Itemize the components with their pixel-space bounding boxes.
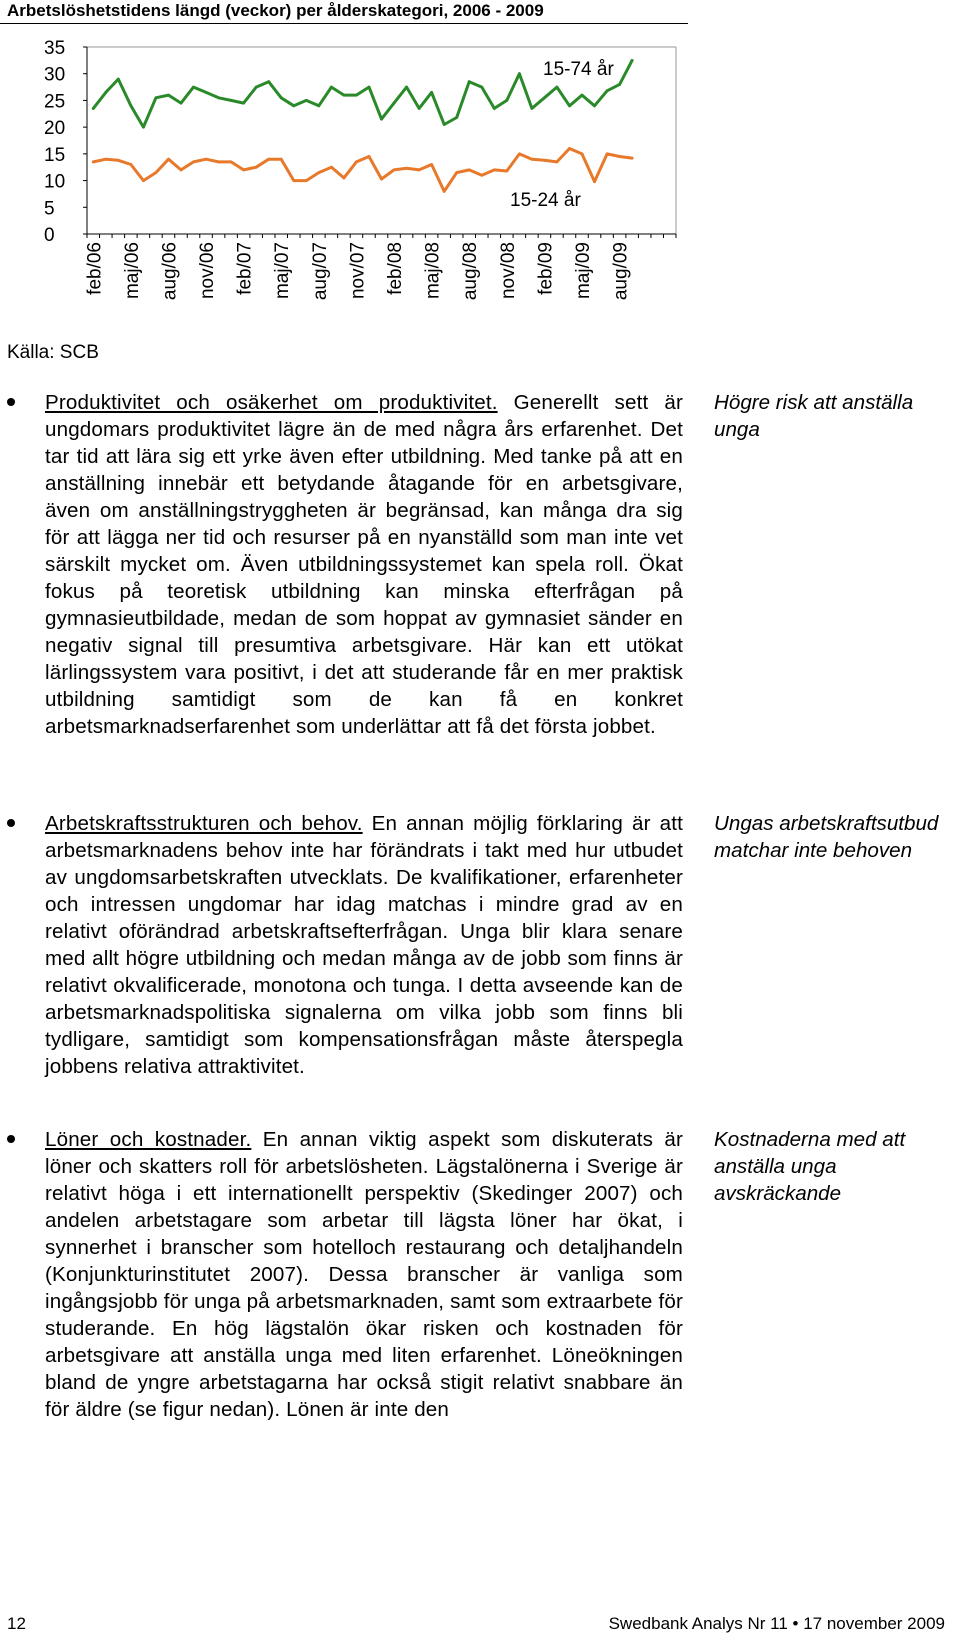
data-point (581, 153, 584, 156)
data-point (405, 167, 408, 170)
data-point (330, 166, 333, 169)
data-point (606, 153, 609, 156)
data-point (230, 161, 233, 164)
data-point (531, 158, 534, 161)
data-point (581, 94, 584, 97)
data-point (104, 91, 107, 94)
data-point (130, 104, 133, 107)
data-point (305, 99, 308, 102)
data-point (192, 86, 195, 89)
data-point (292, 104, 295, 107)
data-point (180, 102, 183, 105)
data-point (355, 94, 358, 97)
data-point (518, 153, 521, 156)
x-tick-label: maj/07 (272, 242, 294, 300)
y-tick-label: 30 (44, 64, 66, 86)
data-point (230, 99, 233, 102)
x-tick-label: feb/08 (385, 242, 407, 295)
x-tick-label: nov/07 (347, 242, 369, 300)
figure-title: Arbetslöshetstidens längd (veckor) per ålderskategori, 2006 - 2009 (7, 1, 544, 20)
x-tick-label: aug/07 (309, 242, 331, 301)
y-tick-label: 35 (44, 38, 66, 59)
data-point (393, 102, 396, 105)
x-tick-label: feb/06 (84, 242, 106, 295)
data-point (631, 157, 634, 160)
data-point (280, 158, 283, 161)
data-point (593, 104, 596, 107)
data-point (531, 107, 534, 110)
y-tick-label: 20 (44, 118, 66, 140)
paragraph-wages-costs (45, 1126, 683, 1423)
data-point (368, 155, 371, 158)
data-point (217, 96, 220, 99)
data-point (217, 161, 220, 164)
data-point (242, 102, 245, 105)
data-point (92, 161, 95, 164)
bullet-icon (7, 819, 15, 827)
data-point (393, 169, 396, 172)
data-point (92, 107, 95, 110)
data-point (568, 147, 571, 150)
data-point (192, 161, 195, 164)
data-point (368, 86, 371, 89)
data-point (330, 86, 333, 89)
data-point (505, 170, 508, 173)
data-point (155, 171, 158, 174)
data-point (267, 80, 270, 83)
data-point (155, 96, 158, 99)
y-tick-label: 25 (44, 91, 66, 113)
legend-label-15-24: 15-24 år (510, 190, 581, 211)
data-point (593, 180, 596, 183)
data-point (167, 94, 170, 97)
publication-info: Swedbank Analys Nr 11 • 17 november 2009 (608, 1614, 945, 1633)
data-point (543, 96, 546, 99)
bullet-icon (7, 398, 15, 406)
paragraph-labour-structure (45, 810, 683, 1080)
page-number: 12 (7, 1614, 26, 1633)
data-point (493, 169, 496, 172)
margin-note: Kostnaderna med att anställa unga avskräckande (714, 1128, 906, 1205)
data-point (443, 123, 446, 126)
data-point (618, 155, 621, 158)
paragraph-text: En annan möjlig förklaring är att arbetsmarknadens behov inte har förändrats i takt med hur utbudet av ungdomsarbetskraften utvecklats. De kvalifikationer, erfarenheter och intressen ungdomar har idag matchas i mindre grad av en relativt oförändrad arbetskraftsefterfrågan. Unga blir klara senare med allt högre utbildning och medan många av de jobb som finns är relativt okvalificerade, monotona och tunga. I detta avseende kan de arbetsmarknadspolitiska signalerna om vilka jobb som finns bli tydligare, samtidigt som kompensationsfrågan måste återspegla jobbens relativa attraktivitet. (45, 812, 683, 1078)
data-point (117, 78, 120, 81)
margin-note: Högre risk att anställa unga (714, 391, 914, 441)
data-point (518, 72, 521, 75)
legend-label-15-74: 15-74 år (543, 59, 614, 80)
data-point (505, 99, 508, 102)
x-tick-label: aug/08 (460, 241, 482, 301)
data-point (317, 171, 320, 174)
data-point (443, 190, 446, 193)
data-point (117, 159, 120, 162)
x-tick-label: feb/09 (535, 242, 557, 295)
data-point (267, 158, 270, 161)
data-point (556, 161, 559, 164)
x-tick-label: nov/08 (497, 242, 519, 300)
data-point (618, 83, 621, 86)
data-point (631, 59, 634, 62)
data-point (242, 169, 245, 172)
data-point (606, 89, 609, 92)
x-tick-label: maj/08 (422, 242, 444, 300)
paragraph-lead: Produktivitet och osäkerhet om produktivitet. (45, 391, 498, 414)
data-point (468, 80, 471, 83)
data-point (455, 171, 458, 174)
series-15-24 (92, 147, 634, 193)
data-point (556, 86, 559, 89)
x-tick-label: aug/06 (159, 242, 181, 301)
data-point (380, 178, 383, 181)
data-point (280, 96, 283, 99)
data-point (104, 158, 107, 161)
data-point (493, 107, 496, 110)
bullet-icon (7, 1135, 15, 1143)
paragraph-productivity (45, 389, 683, 740)
data-point (418, 107, 421, 110)
data-point (142, 179, 145, 182)
data-point (468, 169, 471, 172)
title-rule (0, 23, 688, 24)
x-tick-label: maj/06 (121, 242, 143, 300)
paragraph-text: En annan viktig aspekt som diskuterats är löner och skatters roll för arbetslösheten. Lägstalönerna i Sverige är relativt höga i ett internationellt perspektiv (Skedinger 2007) och andelen arbetstagare som arbetar till lägsta löner har ökat, i synnerhet i branscher som hotelloch restaurang och detaljhandeln (Konjunkturinstitutet 2007). Dessa branscher är vanliga som ingångsjobb för unga på arbetsmarknaden, samt som extraarbete för studerande. En hög lägstalön ökar risken och kostnaden för arbetsgivare att anställa unga med liten erfarenhet. Löneökningen bland de yngre arbetstagarna har också stigit relativt snabbare än för äldre (se figur nedan). Lönen är inte den (45, 1128, 684, 1421)
source-label: Källa: SCB (7, 342, 99, 363)
data-point (405, 86, 408, 89)
y-tick-label: 5 (44, 198, 55, 220)
data-point (455, 116, 458, 119)
data-point (380, 118, 383, 121)
data-point (255, 86, 258, 89)
paragraph-lead: Arbetskraftsstrukturen och behov. (45, 812, 363, 835)
data-point (205, 91, 208, 94)
x-tick-label: nov/06 (197, 242, 219, 300)
paragraph-text: Generellt sett är ungdomars produktivitet lägre än de med några års erfarenhet. Det tar tid att lära sig ett yrke även efter utbildning. Med tanke på att en anställning innebär ett betydande åtagande för en arbetsgivare, även om anställningstryggheten är begränsad, kan många dra sig för att lägga ner tid och resurser på en nyanställd som man inte vet särskilt mycket om. Även utbildningssystemet kan spela roll. Ökat fokus på teoretisk utbildning kan minska efterfrågan på gymnasieutbildade, medan de som hoppat av gymnasiet sänder en negativ signal till presumtiva arbetsgivare. Här kan ett utökat lärlingssystem vara positivt, i det att studerande får en mer praktisk utbildning samtidigt som de kan få en konkret arbetsmarknadserfarenhet som underlättar att få det första jobbet. (45, 391, 683, 738)
data-point (568, 104, 571, 107)
data-point (480, 174, 483, 177)
y-tick-label: 10 (44, 171, 66, 193)
data-point (305, 179, 308, 182)
data-point (180, 169, 183, 172)
data-point (317, 104, 320, 107)
series-line (93, 149, 632, 192)
data-point (142, 126, 145, 129)
data-point (480, 86, 483, 89)
data-point (255, 166, 258, 169)
data-point (343, 94, 346, 97)
data-point (355, 161, 358, 164)
paragraph-lead: Löner och kostnader. (45, 1128, 252, 1151)
x-tick-label: feb/07 (234, 241, 256, 295)
x-tick-label: aug/09 (610, 242, 632, 301)
data-point (543, 159, 546, 162)
data-point (343, 177, 346, 180)
data-point (430, 163, 433, 166)
margin-note: Ungas arbetskraftsutbud matchar inte behoven (714, 812, 939, 862)
data-point (430, 91, 433, 94)
data-point (167, 158, 170, 161)
data-point (130, 163, 133, 166)
data-point (292, 179, 295, 182)
y-tick-label: 15 (44, 144, 66, 166)
y-tick-label: 0 (44, 225, 55, 246)
data-point (205, 158, 208, 161)
duration-chart (0, 26, 688, 336)
x-tick-label: maj/09 (573, 242, 595, 300)
data-point (418, 169, 421, 172)
